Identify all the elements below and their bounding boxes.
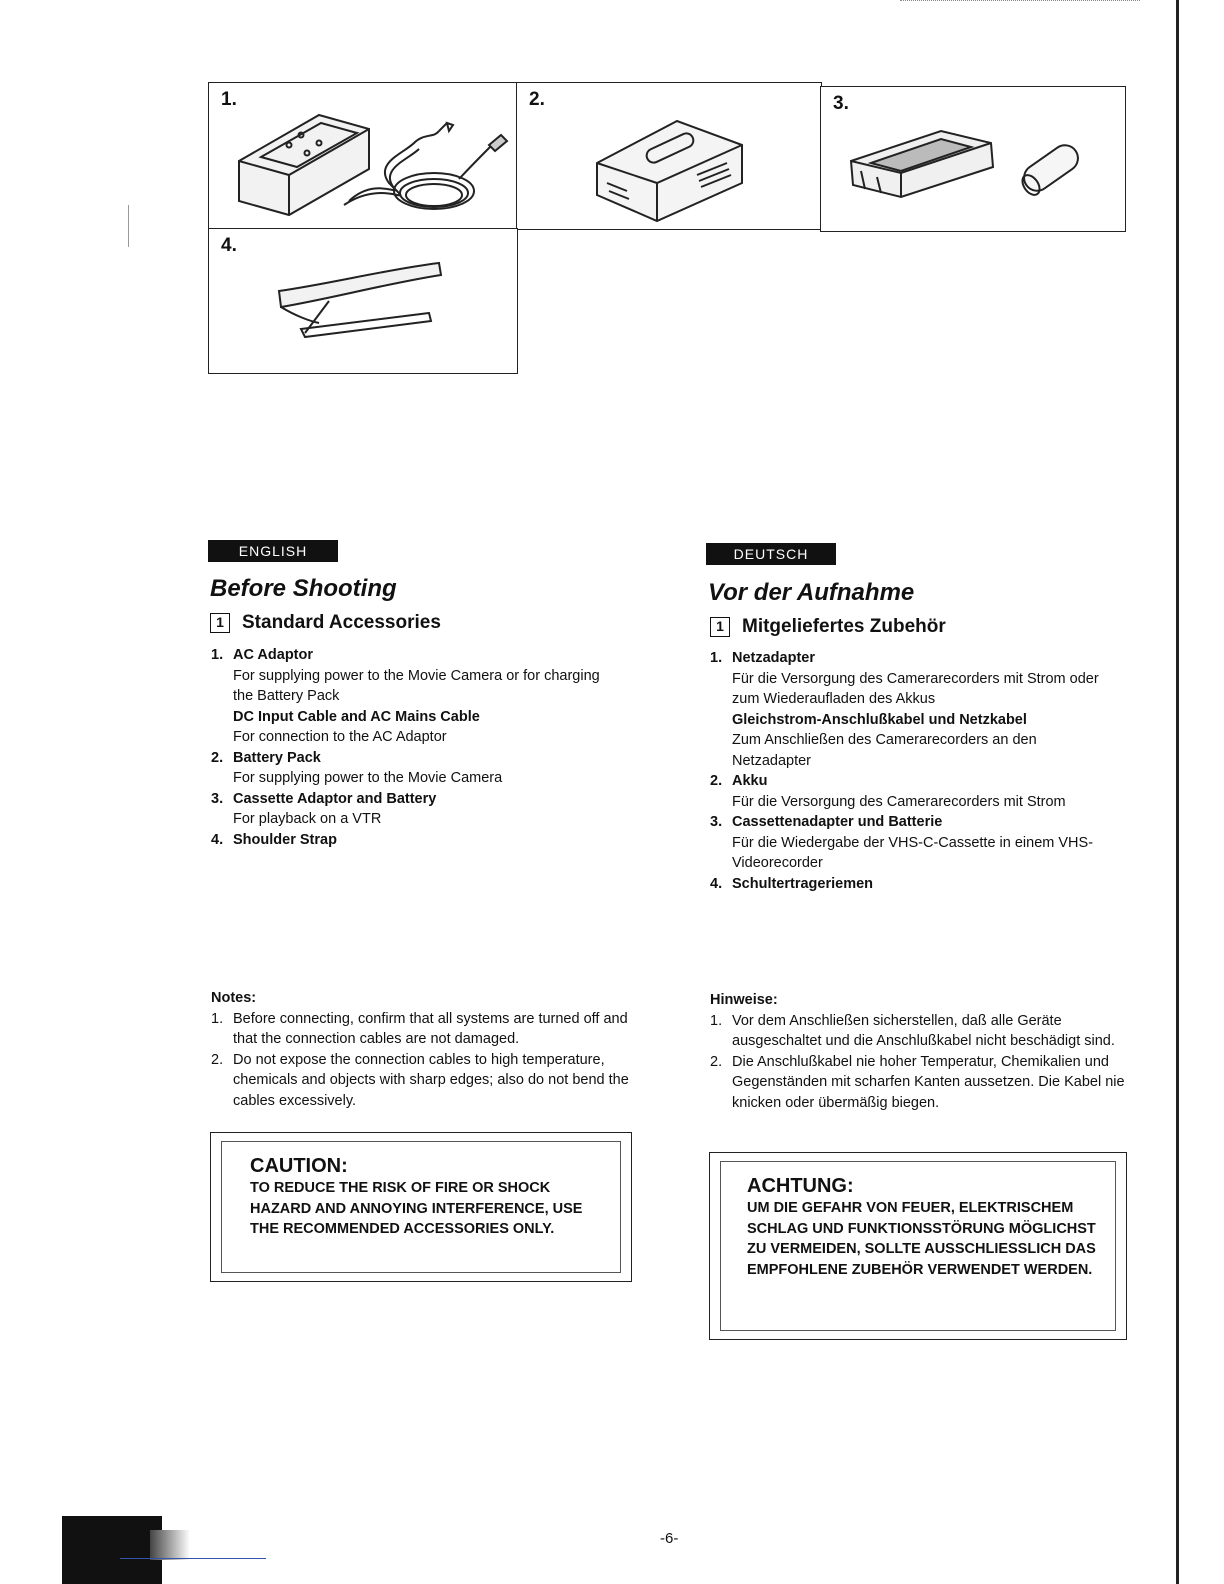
scan-artifact bbox=[128, 205, 129, 247]
item-description: Für die Wiedergabe der VHS-C-Cassette in einem VHS-Videorecorder bbox=[732, 834, 1094, 871]
list-item: 3. Cassette Adaptor and Battery bbox=[211, 790, 437, 807]
figure-shoulder-strap bbox=[208, 228, 518, 374]
language-badge-english: ENGLISH bbox=[208, 540, 338, 562]
page-title-english: Before Shooting bbox=[210, 575, 397, 602]
item-description: For playback on a VTR bbox=[233, 811, 382, 827]
figure-number: 1. bbox=[221, 89, 237, 110]
section-number-box: 1 bbox=[710, 617, 730, 637]
notes-deutsch bbox=[710, 990, 1130, 1113]
item-description: For supplying power to the Movie Camera or for charging the Battery Pack bbox=[233, 667, 600, 704]
caution-body: UM DIE GEFAHR VON FEUER, ELEKTRISCHEM SCHLAG UND FUNKTIONSSTÖRUNG MÖGLICHST ZU VERMEIDEN, SOLLTE AUSSCHLIESSLICH DAS EMPFOHLENE ZUBEHÖR VERWENDET WERDEN. bbox=[747, 1200, 1096, 1278]
accessory-list-english bbox=[211, 645, 611, 850]
figure-number: 3. bbox=[833, 93, 849, 114]
list-item: 4. Schultertrageriemen bbox=[710, 875, 874, 892]
section-number-box: 1 bbox=[210, 613, 230, 633]
note-item: 2. Do not expose the connection cables to high temperature, chemicals and objects with sharp edges; also do not bend the cables excessively. bbox=[211, 1051, 629, 1109]
figure-number: 2. bbox=[529, 89, 545, 110]
note-item: 2. Die Anschlußkabel nie hoher Temperatur, Chemikalien und Gegenständen mit scharfen Kanten aussetzen. Die Kabel nie knicken oder übermäßig biegen. bbox=[710, 1053, 1125, 1111]
accessory-list-deutsch bbox=[710, 648, 1110, 894]
item-description: Für die Versorgung des Camerarecorders mit Strom bbox=[732, 793, 1066, 810]
item-extra-name: DC Input Cable and AC Mains Cable bbox=[233, 708, 480, 725]
scan-artifact bbox=[62, 1516, 162, 1584]
section-title: Standard Accessories bbox=[242, 612, 441, 633]
scan-artifact bbox=[120, 1558, 266, 1559]
note-item: 1. Before connecting, confirm that all systems are turned off and that the connection cables are not damaged. bbox=[211, 1010, 628, 1047]
caution-box-deutsch bbox=[709, 1152, 1127, 1340]
notes-heading: Notes: bbox=[211, 990, 257, 1006]
list-item: 2. Akku bbox=[710, 773, 768, 789]
list-item: 1. AC Adaptor bbox=[211, 647, 314, 663]
item-extra-name: Gleichstrom-Anschlußkabel und Netzkabel bbox=[732, 711, 1027, 728]
list-item: 3. Cassettenadapter und Batterie bbox=[710, 814, 943, 830]
item-extra-description: Zum Anschließen des Camerarecorders an den Netzadapter bbox=[732, 732, 1037, 769]
caution-title: ACHTUNG: bbox=[747, 1175, 854, 1197]
figure-cassette-adaptor bbox=[820, 86, 1126, 232]
caution-title: CAUTION: bbox=[250, 1155, 348, 1177]
battery-pack-illustration bbox=[517, 83, 823, 231]
caution-box-english bbox=[210, 1132, 632, 1282]
cassette-adaptor-illustration bbox=[821, 87, 1127, 233]
section-heading-english bbox=[210, 612, 441, 634]
section-heading-deutsch bbox=[710, 616, 946, 638]
scan-artifact bbox=[150, 1530, 190, 1560]
page-title-deutsch: Vor der Aufnahme bbox=[708, 579, 915, 606]
scan-artifact bbox=[900, 0, 1140, 3]
page-edge-rule bbox=[1176, 0, 1179, 1584]
figure-number: 4. bbox=[221, 235, 237, 256]
list-item: 4. Shoulder Strap bbox=[211, 831, 337, 848]
caution-body: TO REDUCE THE RISK OF FIRE OR SHOCK HAZARD AND ANNOYING INTERFERENCE, USE THE RECOMMENDED ACCESSORIES ONLY. bbox=[250, 1180, 583, 1237]
item-description: Für die Versorgung des Camerarecorders mit Strom oder zum Wiederaufladen des Akkus bbox=[732, 670, 1099, 707]
notes-english bbox=[211, 988, 631, 1111]
language-badge-deutsch: DEUTSCH bbox=[706, 543, 836, 565]
list-item: 1. Netzadapter bbox=[710, 650, 815, 666]
note-item: 1. Vor dem Anschließen sicherstellen, daß alle Geräte ausgeschaltet und die Anschlußkabel nicht beschädigt sind. bbox=[710, 1012, 1115, 1049]
list-item: 2. Battery Pack bbox=[211, 749, 321, 766]
figure-ac-adaptor bbox=[208, 82, 518, 230]
page-number: -6- bbox=[660, 1530, 679, 1547]
ac-adaptor-illustration bbox=[209, 83, 519, 231]
item-description: For supplying power to the Movie Camera bbox=[233, 770, 503, 786]
section-title: Mitgeliefertes Zubehör bbox=[742, 616, 946, 637]
figure-battery-pack bbox=[516, 82, 822, 230]
shoulder-strap-illustration bbox=[209, 229, 519, 375]
notes-heading: Hinweise: bbox=[710, 992, 778, 1008]
item-extra-description: For connection to the AC Adaptor bbox=[233, 729, 447, 745]
